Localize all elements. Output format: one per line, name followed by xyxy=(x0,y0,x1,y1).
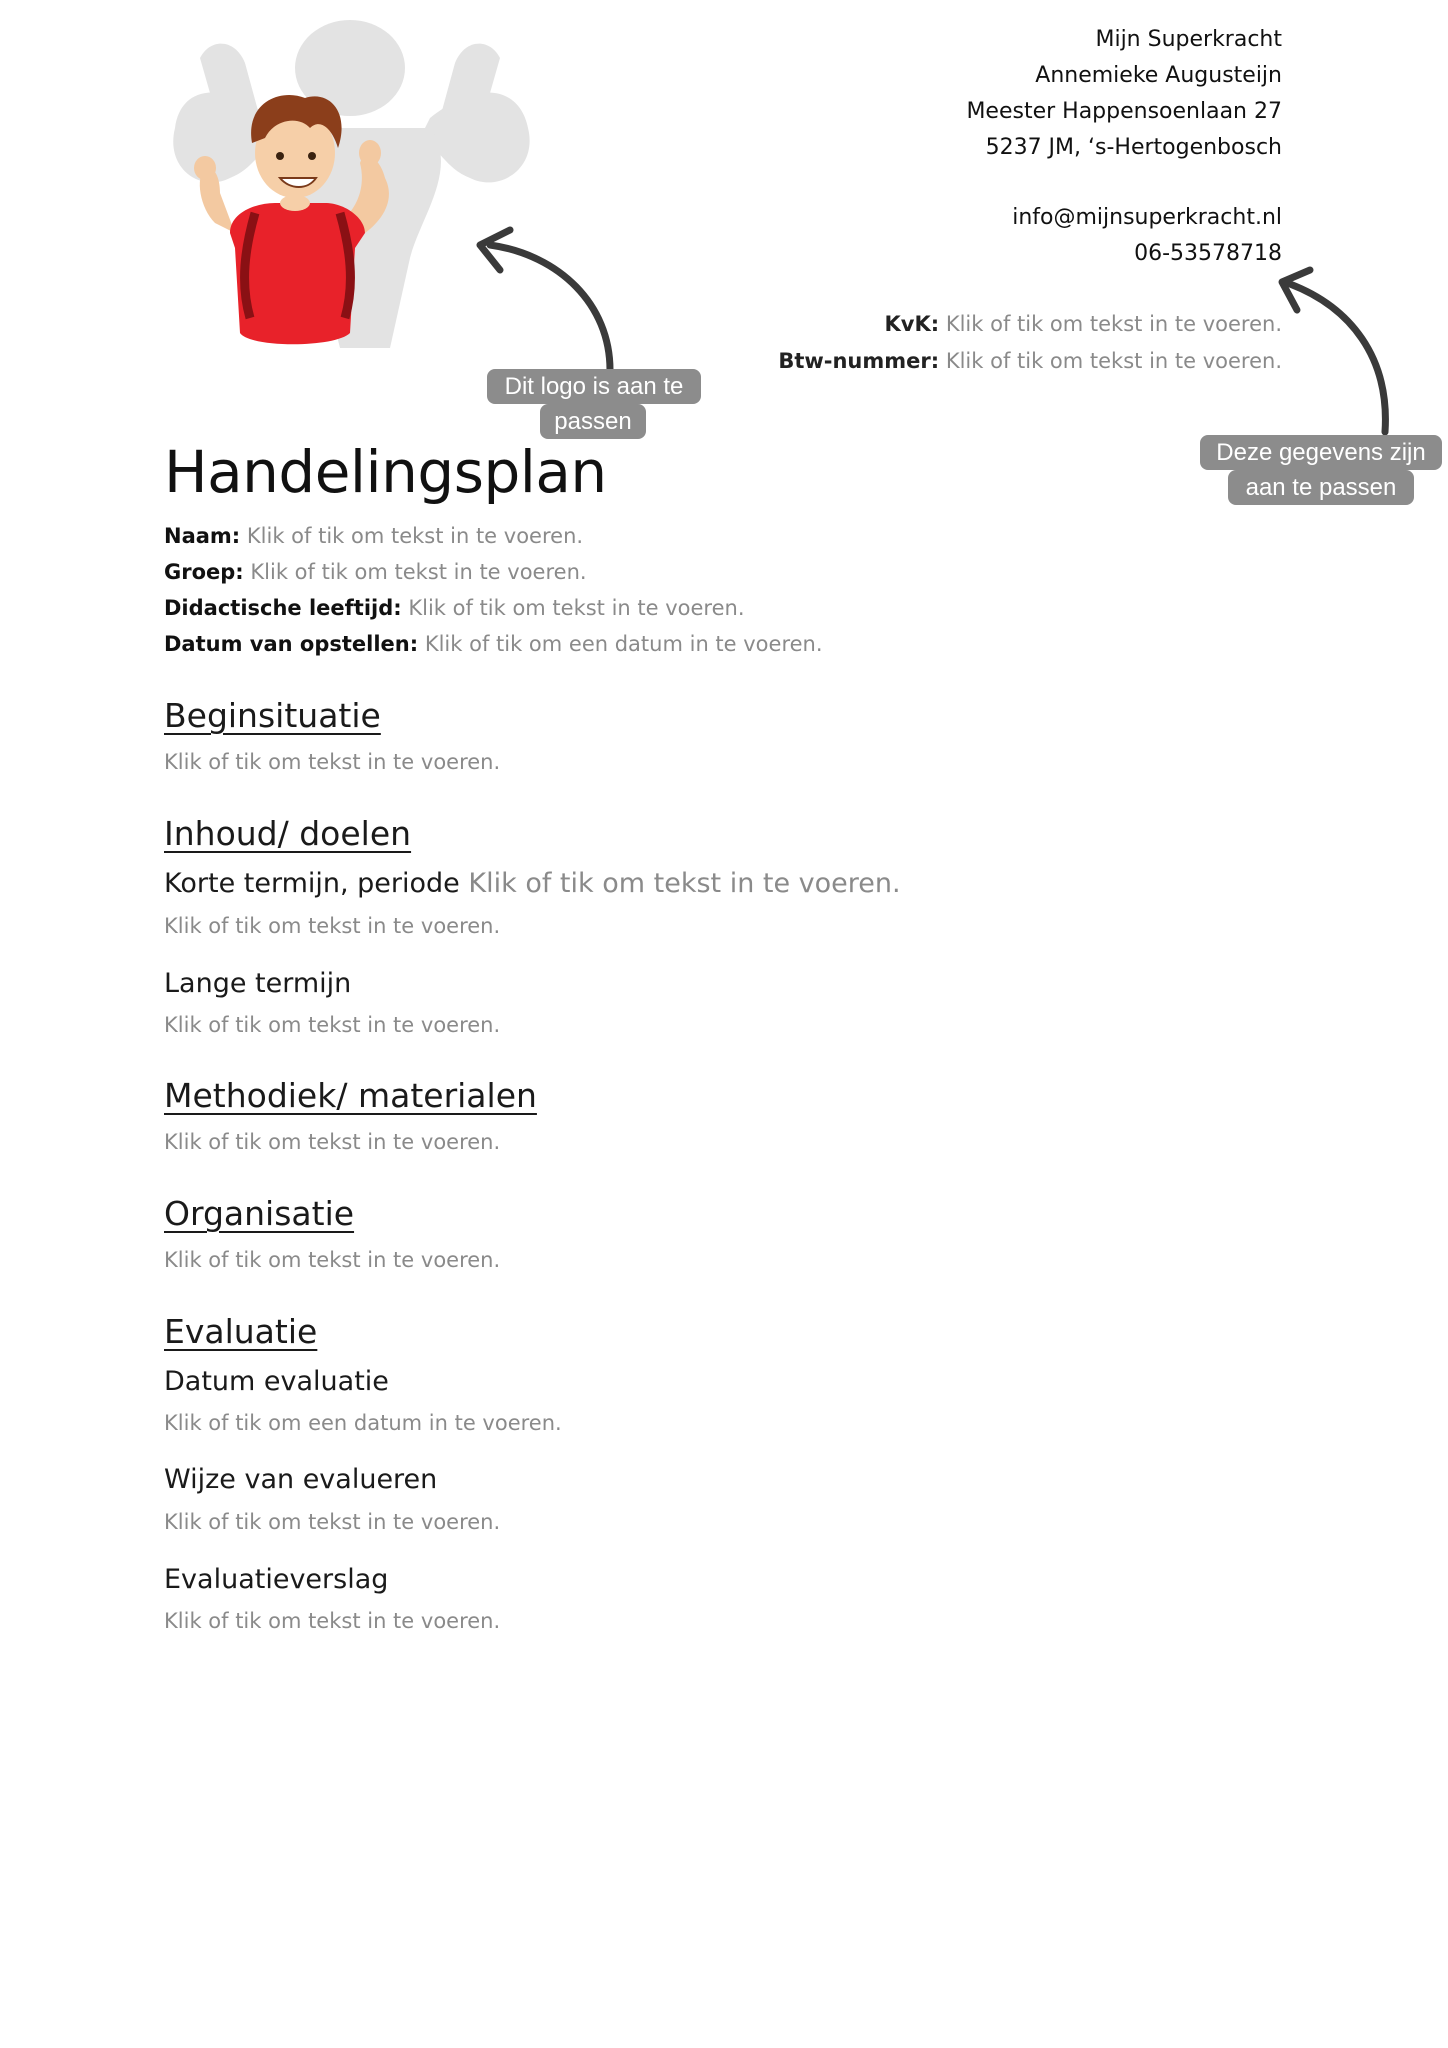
field-label: Groep: xyxy=(164,560,244,584)
kvk-line[interactable] xyxy=(582,306,1282,342)
beginsituatie-input[interactable]: Klik of tik om tekst in te voeren. xyxy=(164,750,501,774)
callout-line: Deze gegevens zijn xyxy=(1216,439,1426,466)
heading-evaluatie: Evaluatie xyxy=(164,1312,318,1351)
company-phone: 06-53578718 xyxy=(1134,241,1282,266)
heading-inhoud-doelen: Inhoud/ doelen xyxy=(164,814,412,853)
company-email: info@mijnsuperkracht.nl xyxy=(1012,205,1282,230)
evaluatieverslag-input[interactable]: Klik of tik om tekst in te voeren. xyxy=(164,1609,501,1633)
field-naam[interactable] xyxy=(164,518,583,554)
korte-termijn-line[interactable] xyxy=(164,868,901,899)
details-callout-second-line xyxy=(1228,470,1414,505)
page-title: Handelingsplan xyxy=(164,438,607,506)
callout-line: aan te passen xyxy=(1245,474,1397,501)
kvk-label: KvK: xyxy=(884,312,940,336)
field-input[interactable]: Klik of tik om tekst in te voeren. xyxy=(246,524,584,548)
field-label: Datum van opstellen: xyxy=(164,632,419,656)
field-groep[interactable] xyxy=(164,554,587,590)
wijze-van-evalueren-label: Wijze van evalueren xyxy=(164,1464,438,1495)
datum-evaluatie-input[interactable]: Klik of tik om een datum in te voeren. xyxy=(164,1411,562,1435)
heading-methodiek-materialen: Methodiek/ materialen xyxy=(164,1076,537,1115)
heading-organisatie: Organisatie xyxy=(164,1194,355,1233)
field-label: Didactische leeftijd: xyxy=(164,596,402,620)
field-input[interactable]: Klik of tik om tekst in te voeren. xyxy=(408,596,745,620)
btw-input[interactable]: Klik of tik om tekst in te voeren. xyxy=(945,349,1282,373)
lange-termijn-label: Lange termijn xyxy=(164,968,352,999)
korte-termijn-periode-input[interactable]: Klik of tik om tekst in te voeren. xyxy=(468,868,901,899)
organisatie-input[interactable]: Klik of tik om tekst in te voeren. xyxy=(164,1248,501,1272)
field-input[interactable]: Klik of tik om tekst in te voeren. xyxy=(250,560,587,584)
company-name: Mijn Superkracht xyxy=(1095,27,1282,52)
curved-arrow-icon xyxy=(1270,262,1400,437)
logo-callout-second-line xyxy=(540,404,646,439)
callout-line: Dit logo is aan te xyxy=(504,373,684,400)
date-picker-input[interactable]: Klik of tik om een datum in te voeren. xyxy=(424,632,823,656)
kvk-input[interactable]: Klik of tik om tekst in te voeren. xyxy=(945,312,1282,336)
field-didactische-leeftijd[interactable] xyxy=(164,590,745,626)
details-callout xyxy=(1200,435,1442,470)
company-details xyxy=(662,22,1282,272)
company-person: Annemieke Augusteijn xyxy=(1035,63,1282,88)
korte-termijn-label: Korte termijn, periode xyxy=(164,868,460,899)
lange-termijn-input[interactable]: Klik of tik om tekst in te voeren. xyxy=(164,1013,501,1037)
field-datum-van-opstellen[interactable] xyxy=(164,626,823,662)
wijze-van-evalueren-input[interactable]: Klik of tik om tekst in te voeren. xyxy=(164,1510,501,1534)
heading-beginsituatie: Beginsituatie xyxy=(164,696,381,735)
btw-line[interactable] xyxy=(582,343,1282,379)
methodiek-input[interactable]: Klik of tik om tekst in te voeren. xyxy=(164,1130,501,1154)
field-label: Naam: xyxy=(164,524,241,548)
company-city: 5237 JM, ‘s-Hertogenbosch xyxy=(985,135,1282,160)
callout-line: passen xyxy=(554,408,632,435)
evaluatieverslag-label: Evaluatieverslag xyxy=(164,1564,389,1595)
korte-termijn-input[interactable]: Klik of tik om tekst in te voeren. xyxy=(164,914,501,938)
company-street: Meester Happensoenlaan 27 xyxy=(966,99,1282,124)
datum-evaluatie-label: Datum evaluatie xyxy=(164,1366,389,1397)
btw-label: Btw-nummer: xyxy=(778,349,940,373)
